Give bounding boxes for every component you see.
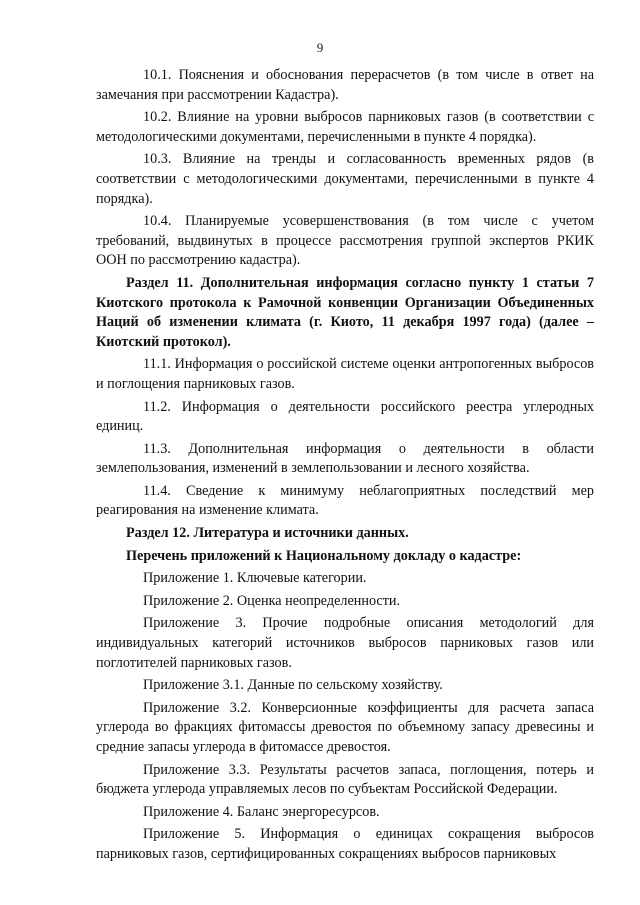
annex-3-2: Приложение 3.2. Конверсионные коэффициенты для расчета запаса углерода во фракциях фитомассы древостоя по объемному запасу древесины и средние запасы углерода в фитомассе древостоя. (96, 699, 594, 755)
paragraph-11-2: 11.2. Информация о деятельности российского реестра углеродных единиц. (96, 398, 594, 435)
paragraph-10-2: 10.2. Влияние на уровни выбросов парниковых газов (в соответствии с методологическими документами, перечисленными в пункте 4 порядка). (96, 109, 594, 145)
annex-3-3: Приложение 3.3. Результаты расчетов запаса, поглощения, потерь и бюджета углерода управляемых лесов по субъектам Российской Федерации. (96, 761, 594, 798)
paragraph-11-3: 11.3. Дополнительная информация о деятельности в области землепользования, изменений в землепользовании и лесного хозяйства. (96, 440, 594, 477)
annex-3-1: Приложение 3.1. Данные по сельскому хозяйству. (143, 677, 443, 694)
annex-list-heading: Перечень приложений к Национальному докладу о кадастре: (126, 547, 522, 564)
annex-5: Приложение 5. Информация о единицах сокращения выбросов парниковых газов, сертифицированных сокращениях выбросов парниковых (96, 826, 594, 862)
paragraph-10-3: 10.3. Влияние на тренды и согласованность временных рядов (в соответствии с методологическими документами, перечисленными в пункте 4 порядка). (96, 151, 594, 207)
paragraph-11-4: 11.4. Сведение к минимуму неблагоприятных последствий мер реагирования на изменение климата. (96, 482, 594, 519)
annex-4: Приложение 4. Баланс энергоресурсов. (143, 803, 380, 820)
annex-3: Приложение 3. Прочие подробные описания методологий для индивидуальных категорий источников выбросов парниковых газов или поглотителей парниковых газов. (96, 615, 594, 671)
section-12-heading: Раздел 12. Литература и источники данных. (126, 525, 409, 542)
paragraph-11-1: 11.1. Информация о российской системе оценки антропогенных выбросов и поглощения парниковых газов. (96, 356, 594, 392)
paragraph-10-1: 10.1. Пояснения и обоснования перерасчетов (в том числе в ответ на замечания при рассмотрении Кадастра). (96, 67, 594, 103)
page-number: 9 (316, 40, 324, 55)
document-body (96, 66, 594, 868)
annex-1: Приложение 1. Ключевые категории. (143, 570, 367, 587)
annex-2: Приложение 2. Оценка неопределенности. (143, 592, 401, 609)
section-11-heading: Раздел 11. Дополнительная информация согласно пункту 1 статьи 7 Киотского протокола к Рамочной конвенции Организации Объединенных Наций об изменении климата (г. Киото, 11 декабря 1997 года) (далее – Киотский протокол). (96, 274, 594, 350)
paragraph-10-4: 10.4. Планируемые усовершенствования (в том числе с учетом требований, выдвинутых в процессе рассмотрения группой экспертов РКИК ООН по рассмотрению кадастра). (96, 213, 594, 269)
